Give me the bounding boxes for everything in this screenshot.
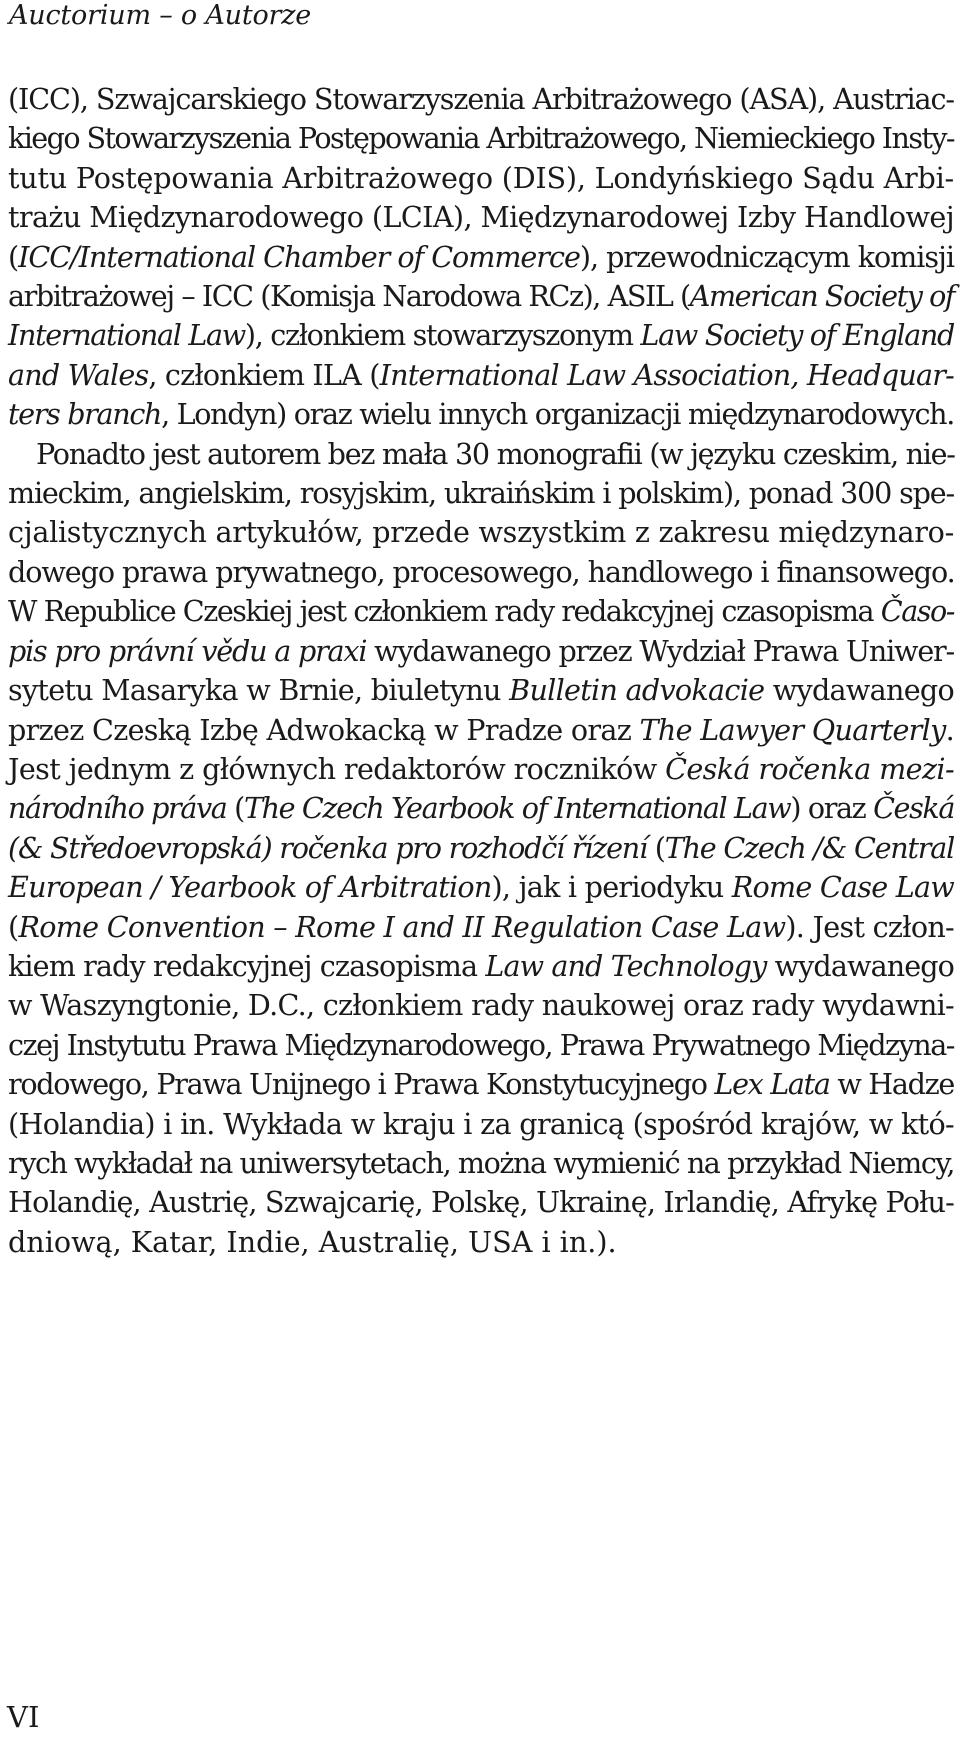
- text-line: European / Yearbook of Arbitration), jak i periodyku Rome Case Law: [8, 870, 954, 905]
- text-line: W Republice Czeskiej jest członkiem rady redakcyjnej czasopisma Časo-: [8, 594, 954, 629]
- text-line: Jest jednym z głównych redaktorów roczników Česká ročenka mezi-: [8, 751, 954, 786]
- text-line: dowego prawa prywatnego, procesowego, handlowego i finansowego.: [8, 554, 955, 589]
- text-line: (ICC), Szwajcarskiego Stowarzyszenia Arbitrażowego (ASA), Austriac-: [8, 82, 954, 116]
- text-line: sytetu Masaryka w Brnie, biuletynu Bulletin advokacie wydawanego: [8, 673, 955, 708]
- text-line: International Law), członkiem stowarzyszonym Law Society of England: [8, 318, 955, 353]
- text-line: pis pro právní vědu a praxi wydawanego przez Wydział Prawa Uniwer-: [8, 633, 954, 668]
- text-line: kiego Stowarzyszenia Postępowania Arbitrażowego, Niemieckiego Insty-: [8, 121, 954, 156]
- text-line: kiem rady redakcyjnej czasopisma Law and Technology wydawanego: [8, 948, 955, 983]
- text-line: (ICC/International Chamber of Commerce), przewodniczącym komisji: [8, 239, 954, 274]
- text-line: tutu Postępowania Arbitrażowego (DIS), Londyńskiego Sądu Arbi-: [8, 160, 954, 195]
- text-line: and Wales, członkiem ILA (International Law Association, Headquar-: [8, 357, 955, 392]
- text-line: rodowego, Prawa Unijnego i Prawa Konstytucyjnego Lex Lata w Hadze: [8, 1067, 954, 1102]
- text-line: národního práva (The Czech Yearbook of International Law) oraz Česká: [8, 791, 955, 826]
- text-line: dniową, Katar, Indie, Australię, USA i in.).: [8, 1224, 617, 1259]
- text-line: (Holandia) i in. Wykłada w kraju i za granicą (spośród krajów, w któ-: [8, 1106, 954, 1141]
- running-head: Auctorium – o Autorze: [9, 0, 312, 31]
- text-line: (& Středoevropská) ročenka pro rozhodčí řízení (The Czech /& Central: [8, 830, 954, 865]
- text-line: (Rome Convention – Rome I and II Regulation Case Law). Jest człon-: [8, 909, 954, 944]
- text-line: mieckim, angielskim, rosyjskim, ukraińskim i polskim), ponad 300 spe-: [8, 476, 954, 511]
- text-line: Ponadto jest autorem bez mała 30 monografii (w języku czeskim, nie-: [36, 436, 955, 471]
- text-line: trażu Międzynarodowego (LCIA), Międzynarodowej Izby Handlowej: [8, 200, 954, 235]
- text-line: przez Czeską Izbę Adwokacką w Pradze oraz The Lawyer Quarterly.: [8, 712, 954, 747]
- text-line: arbitrażowej – ICC (Komisja Narodowa RCz), ASIL (American Society of: [8, 279, 954, 314]
- text-line: ters branch, Londyn) oraz wielu innych organizacji międzynarodowych.: [8, 397, 954, 432]
- page-number: VI: [7, 1700, 40, 1734]
- text-line: cjalistycznych artykułów, przede wszystkim z zakresu międzynaro-: [8, 515, 954, 550]
- text-line: rych wykładał na uniwersytetach, można wymienić na przykład Niemcy,: [8, 1145, 954, 1180]
- body-text: [8, 80, 954, 1262]
- text-line: Holandię, Austrię, Szwajcarię, Polskę, Ukrainę, Irlandię, Afrykę Połu-: [8, 1185, 954, 1220]
- text-line: czej Instytutu Prawa Międzynarodowego, Prawa Prywatnego Międzyna-: [8, 1027, 954, 1062]
- text-line: w Waszyngtonie, D.C., członkiem rady naukowej oraz rady wydawni-: [8, 988, 954, 1023]
